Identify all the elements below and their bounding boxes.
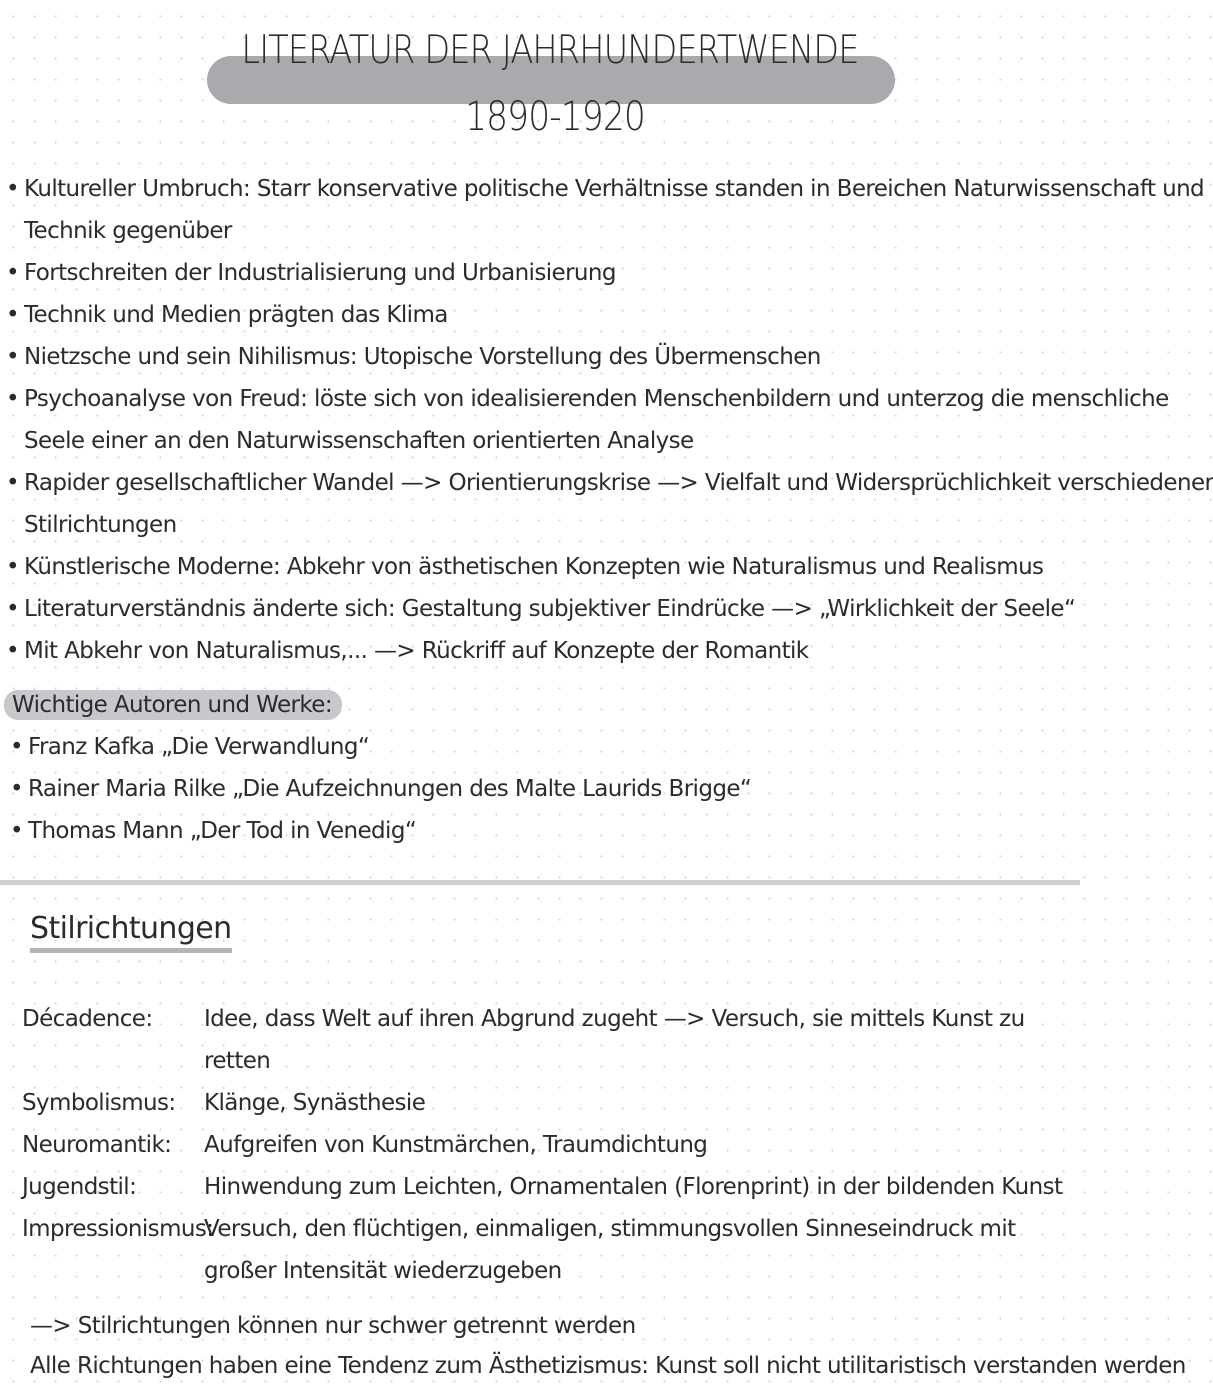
bullet-text-line: Fortschreiten der Industrialisierung und Urbanisierung — [24, 260, 616, 286]
bullet-dot: • — [6, 638, 19, 664]
style-direction-name: Décadence: — [22, 1006, 153, 1032]
context-bullet — [6, 168, 1205, 252]
style-directions-list — [22, 998, 1072, 1292]
style-direction-name: Neuromantik: — [22, 1132, 172, 1158]
context-bullet — [6, 252, 1076, 294]
bullet-text — [24, 252, 1084, 294]
bullet-text — [24, 336, 1084, 378]
bullet-text — [24, 588, 1084, 630]
bullet-dot: • — [10, 776, 23, 802]
bullet-text — [24, 294, 1084, 336]
bullet-dot: • — [6, 554, 19, 580]
authors-list — [10, 726, 751, 852]
bullet-text — [24, 168, 1205, 252]
bullet-dot: • — [6, 176, 19, 202]
bullet-text-line: Nietzsche und sein Nihilismus: Utopische Vorstellung des Übermenschen — [24, 344, 821, 370]
style-direction-description: Aufgreifen von Kunstmärchen, Traumdichtung — [204, 1132, 708, 1158]
bullet-text-line: Psychoanalyse von Freud: löste sich von idealisierenden Menschenbildern und unterzog die menschliche — [24, 386, 1169, 412]
page-title: LITERATUR DER JAHRHUNDERTWENDE — [241, 28, 859, 73]
style-direction-name: Impressionismus: — [22, 1216, 214, 1242]
context-bullet — [6, 336, 1076, 378]
footer-note: Alle Richtungen haben eine Tendenz zum Ästhetizismus: Kunst soll nicht utilitaristisch verstanden werden — [30, 1353, 1186, 1379]
bullet-dot: • — [6, 260, 19, 286]
bullet-dot: • — [6, 470, 19, 496]
author-work-item — [10, 726, 751, 768]
style-direction-name: Jugendstil: — [22, 1174, 137, 1200]
style-direction-row — [22, 1124, 1072, 1166]
style-direction-description: Versuch, den flüchtigen, einmaligen, stimmungsvollen Sinneseindruck mit großer Intensität wiederzugeben — [204, 1216, 1016, 1284]
author-work-text: Thomas Mann „Der Tod in Venedig“ — [28, 818, 417, 844]
period-years: 1890-1920 — [465, 94, 645, 140]
bullet-text — [24, 546, 1084, 588]
context-bullet — [6, 630, 1076, 672]
bullet-text-line: Kultureller Umbruch: Starr konservative politische Verhältnisse standen in Bereichen Naturwissenschaft und — [24, 176, 1205, 202]
author-work-text: Rainer Maria Rilke „Die Aufzeichnungen des Malte Laurids Brigge“ — [28, 776, 752, 802]
bullet-text-line: Mit Abkehr von Naturalismus,... —> Rückriff auf Konzepte der Romantik — [24, 638, 809, 664]
section-divider — [0, 880, 1080, 885]
bullet-text — [24, 630, 1084, 672]
bullet-text — [24, 378, 1169, 462]
author-work-item — [10, 768, 751, 810]
bullet-dot: • — [10, 818, 23, 844]
bullet-text — [24, 462, 1213, 546]
bullet-dot: • — [6, 302, 19, 328]
bullet-dot: • — [6, 344, 19, 370]
style-direction-row — [22, 998, 1072, 1082]
bullet-text-line: Stilrichtungen — [24, 512, 177, 538]
context-bullet — [6, 378, 1169, 462]
context-bullet — [6, 546, 1076, 588]
bullet-text-line: Seele einer an den Naturwissenschaften orientierten Analyse — [24, 428, 694, 454]
style-direction-row — [22, 1208, 1072, 1292]
context-bullet-list — [6, 168, 1213, 672]
bullet-text-line: Rapider gesellschaftlicher Wandel —> Orientierungskrise —> Vielfalt und Widersprüchlichkeit verschiedener — [24, 470, 1213, 496]
style-direction-row — [22, 1082, 1072, 1124]
bullet-dot: • — [6, 596, 19, 622]
style-direction-description: Klänge, Synästhesie — [204, 1090, 426, 1116]
bullet-text-line: Literaturverständnis änderte sich: Gestaltung subjektiver Eindrücke —> „Wirklichkeit der Seele“ — [24, 596, 1076, 622]
bullet-text-line: Technik und Medien prägten das Klima — [24, 302, 448, 328]
context-bullet — [6, 588, 1076, 630]
bullet-dot: • — [10, 734, 23, 760]
style-direction-name: Symbolismus: — [22, 1090, 176, 1116]
bullet-dot: • — [6, 386, 19, 412]
bullet-text-line: Technik gegenüber — [24, 218, 232, 244]
authors-heading-wrap — [4, 690, 342, 720]
style-direction-description: Idee, dass Welt auf ihren Abgrund zugeht —> Versuch, sie mittels Kunst zu retten — [204, 1006, 1025, 1074]
context-bullet — [6, 462, 1213, 546]
author-work-text: Franz Kafka „Die Verwandlung“ — [28, 734, 370, 760]
footer-note: —> Stilrichtungen können nur schwer getrennt werden — [30, 1313, 636, 1339]
footer-notes — [30, 1306, 1186, 1386]
section-title: Stilrichtungen — [30, 910, 232, 953]
authors-heading: Wichtige Autoren und Werke: — [4, 690, 342, 720]
author-work-item — [10, 810, 751, 852]
style-direction-row — [22, 1166, 1072, 1208]
context-bullet — [6, 294, 1076, 336]
bullet-text-line: Künstlerische Moderne: Abkehr von ästhetischen Konzepten wie Naturalismus und Realismus — [24, 554, 1044, 580]
style-direction-description: Hinwendung zum Leichten, Ornamentalen (Florenprint) in der bildenden Kunst — [204, 1174, 1063, 1200]
